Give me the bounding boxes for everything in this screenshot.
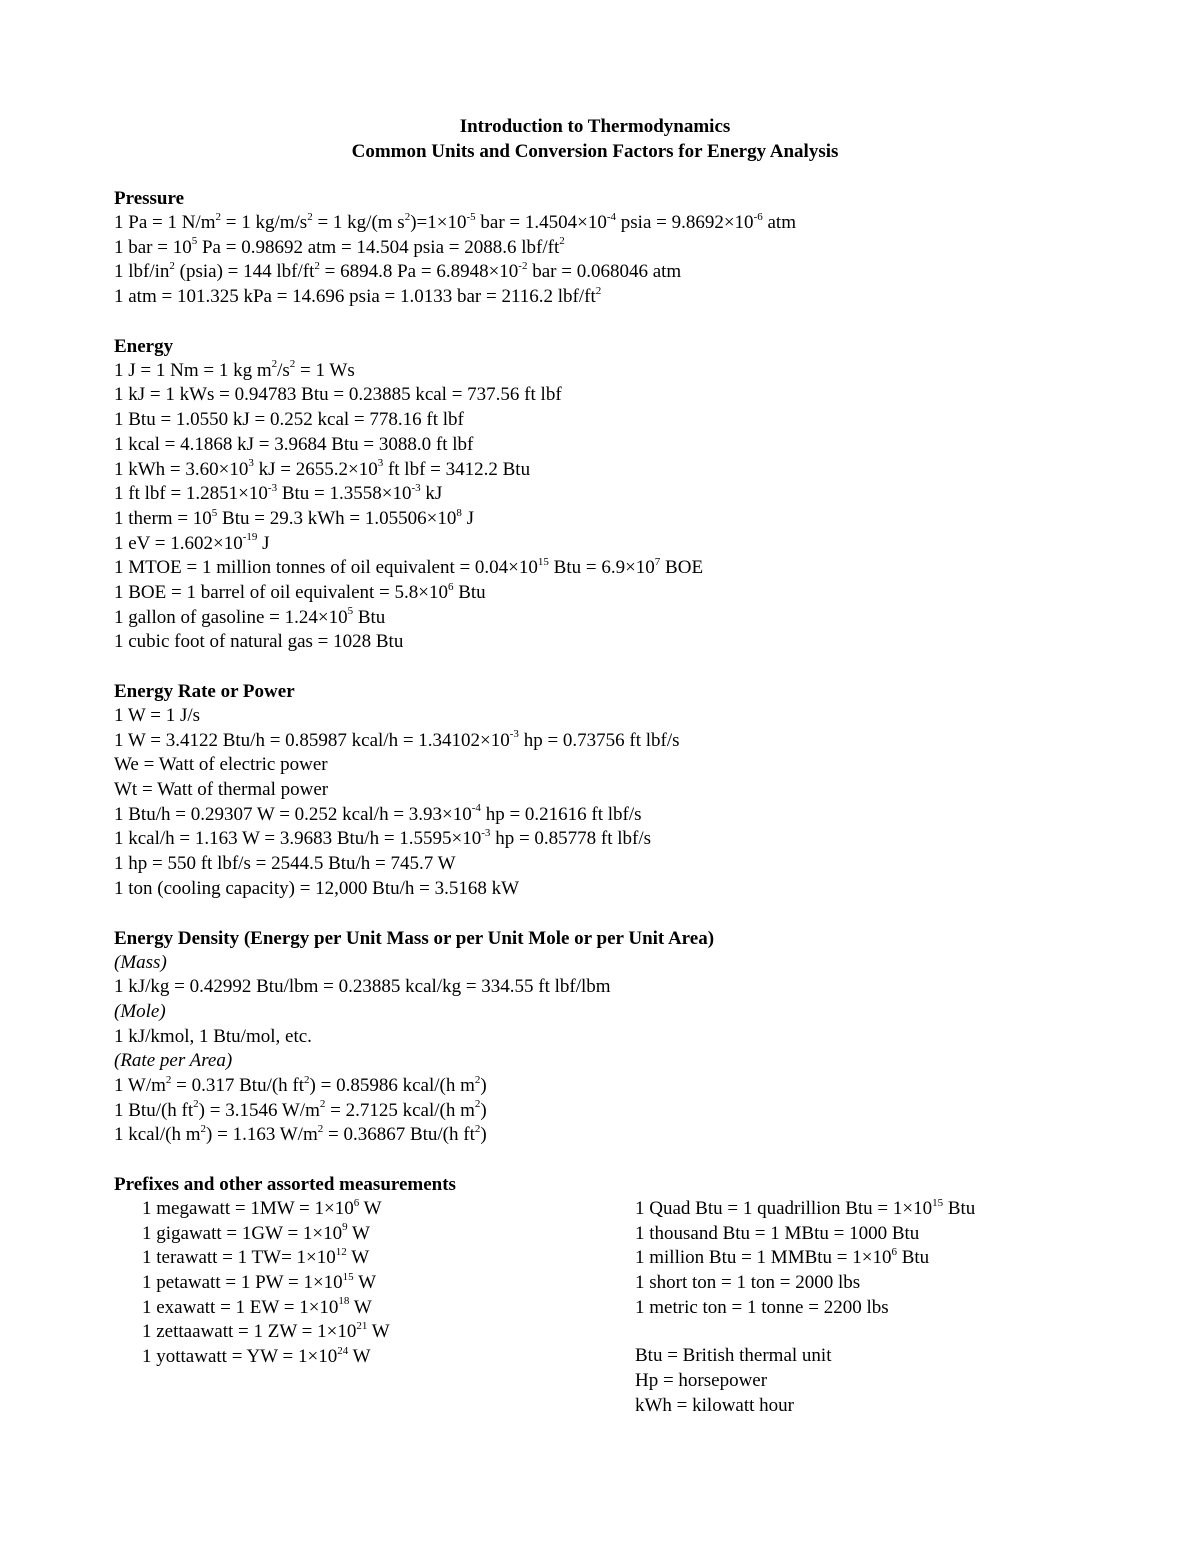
conversion-line: 1 gallon of gasoline = $1.24\times 10^5$ Btu — [114, 605, 386, 628]
section-prefixes — [114, 1172, 1174, 1457]
document-title: Introduction to Thermodynamics — [459, 116, 731, 137]
section-heading: Energy — [114, 335, 174, 357]
conversion-line: 1 kcal = 4.1868 kJ = 3.9684 Btu = 3088.0 ft lbf — [114, 433, 474, 455]
title-block — [0, 114, 1190, 164]
prefix-line: 1 yottawatt = YW = $1\times 10^{24}$ W — [142, 1344, 371, 1368]
conversion-line: 1 W = 1 J/s — [114, 705, 201, 726]
prefix-columns — [114, 1197, 1174, 1457]
document-subtitle: Common Units and Conversion Factors for Energy Analysis — [351, 141, 839, 162]
conversion-line: 1 kWh = $3.60\times 10^3$ kJ = $2655.2\times 10^3$ ft lbf = 3412.2 Btu — [114, 457, 531, 480]
conversion-line: 1 atm = 101.325 kPa = 14.696 psia = 1.0133 bar = 2116.2 lbf/$ft^2$ — [114, 284, 602, 308]
section-heading: Prefixes and other assorted measurements — [114, 1174, 456, 1195]
conversion-line: 1 BOE = 1 barrel of oil equivalent = $5.8\times 10^6$ Btu — [114, 580, 486, 603]
conversion-line: 1 Btu/h = 0.29307 W = 0.252 kcal/h = $3.93\times 10^{-4}$ hp = 0.21616 ft lbf/s — [114, 802, 642, 825]
measurement-line: 1 metric ton = 1 tonne = 2200 lbs — [635, 1296, 889, 1318]
conversion-line: Wt = Watt of thermal power — [114, 779, 329, 801]
conversion-line: 1 kJ/kmol, 1 Btu/mol, etc. — [114, 1025, 312, 1047]
conversion-line: 1 bar = $10^5$ Pa = 0.98692 atm = 14.504 psia = 2088.6 lbf/$ft^2$ — [114, 235, 565, 258]
conversion-line: 1 Btu = 1.0550 kJ = 0.252 kcal = 778.16 ft lbf — [114, 409, 464, 431]
conversion-line: 1 W = 3.4122 Btu/h = 0.85987 kcal/h = $1.34102\times 10^{-3}$ hp = 0.73756 ft lbf/s — [114, 728, 680, 751]
subsection-label-mole: (Mole) — [114, 1000, 166, 1022]
prefix-column-left — [142, 1197, 612, 1370]
prefix-line: 1 exawatt = 1 EW = $1\times 10^{18}$ W — [142, 1295, 372, 1318]
abbreviation-line: Btu = British thermal unit — [635, 1345, 832, 1367]
conversion-line: 1 ton (cooling capacity) = 12,000 Btu/h = 3.5168 kW — [114, 877, 520, 899]
section-energy-density — [114, 926, 1174, 1149]
conversion-line: 1 kJ/kg = 0.42992 Btu/lbm = 0.23885 kcal/kg = 334.55 ft lbf/lbm — [114, 976, 611, 998]
conversion-line: 1 J = 1 Nm = 1 kg $m^2/s^2 = 1$ Ws — [114, 358, 355, 381]
conversion-line: 1 cubic foot of natural gas = 1028 Btu — [114, 631, 404, 653]
conversion-line: 1 Pa = 1 $N/m^2 = 1$ $kg/m/s^2 = 1$ kg/(m $s^2)=1\times 10^{-5}$ bar = $1.4504\times 10^{-4}$ psia = $9.8692\times 10^{-6}$ atm — [114, 210, 796, 233]
measurement-line: 1 short ton = 1 ton = 2000 lbs — [635, 1272, 861, 1294]
conversion-line: 1 kcal/(h $m^2) = 1.163$ $W/m^2 = 0.36867$ Btu/(h $ft^2$) — [114, 1122, 487, 1146]
conversion-line: We = Watt of electric power — [114, 754, 328, 776]
measurement-line: 1 thousand Btu = 1 MBtu = 1000 Btu — [635, 1222, 920, 1244]
abbreviation-line: Hp = horsepower — [635, 1370, 768, 1392]
conversion-line: 1 ft lbf = $1.2851\times 10^{-3}$ Btu = $1.3558\times 10^{-3}$ kJ — [114, 481, 443, 505]
measurement-line: 1 million Btu = 1 MMBtu = $1\times 10^6$ Btu — [635, 1246, 930, 1269]
subsection-label-mass: (Mass) — [114, 951, 167, 973]
section-heading: Pressure — [114, 188, 185, 209]
conversion-line: 1 Btu/(h $ft^2) = 3.1546$ $W/m^2 = 2.7125$ kcal/(h $m^2$) — [114, 1098, 487, 1121]
abbreviation-line: kWh = kilowatt hour — [635, 1394, 794, 1416]
prefix-line: 1 gigawatt = $1GW = 1\times 10^9$ W — [142, 1221, 370, 1244]
conversion-line: 1 kcal/h = 1.163 W = 3.9683 $Btu/h = 1.5595\times 10^{-3}$ hp = 0.85778 ft lbf/s — [114, 827, 652, 850]
prefix-column-right — [635, 1197, 1155, 1419]
document-content — [114, 186, 1174, 1481]
prefix-line: 1 terawatt = 1 $TW= 1\times 10^{12}$ W — [142, 1246, 370, 1269]
measurement-line: 1 Quad Btu = 1 quadrillion Btu = $1\times 10^{15}$ Btu — [635, 1196, 976, 1219]
prefix-line: 1 megawatt = $1MW = 1\times 10^6$ W — [142, 1196, 382, 1219]
section-power — [114, 679, 1174, 902]
subsection-label-area: (Rate per Area) — [114, 1050, 233, 1072]
spacer — [635, 1320, 1155, 1344]
conversion-line: 1 therm = $10^5$ Btu = 29.3 kWh = $1.05506\times 10^8$ J — [114, 506, 474, 529]
prefix-line: 1 zettaawatt = 1 ZW = $1\times 10^{21}$ W — [142, 1320, 390, 1343]
section-energy — [114, 334, 1174, 655]
section-heading: Energy Density (Energy per Unit Mass or per Unit Mole or per Unit Area) — [114, 927, 715, 949]
conversion-line: 1 $W/m^2 = 0.317$ Btu/(h $ft^2) = 0.85986$ kcal/(h $m^2$) — [114, 1073, 487, 1096]
section-pressure — [114, 186, 1174, 310]
prefix-line: 1 petawatt = 1 PW = $1\times 10^{15}$ W — [142, 1270, 377, 1294]
conversion-line: 1 eV = $1.602\times 10^{-19}$ J — [114, 531, 270, 554]
section-heading: Energy Rate or Power — [114, 681, 295, 702]
conversion-line: 1 hp = 550 ft lbf/s = 2544.5 Btu/h = 745.7 W — [114, 853, 456, 875]
conversion-line: 1 kJ = 1 kWs = 0.94783 Btu = 0.23885 kcal = 737.56 ft lbf — [114, 384, 562, 406]
conversion-line: 1 lbf/$in^2$ (psia) = 144 lbf/$ft^2 = 6894.8$ $Pa = 6.8948\times 10^{-2}$ bar = 0.068046 atm — [114, 260, 682, 283]
conversion-line: 1 MTOE = 1 million tonnes of oil equivalent = $0.04\times 10^{15}$ Btu = $6.9\times 10^7$ BOE — [114, 555, 704, 579]
